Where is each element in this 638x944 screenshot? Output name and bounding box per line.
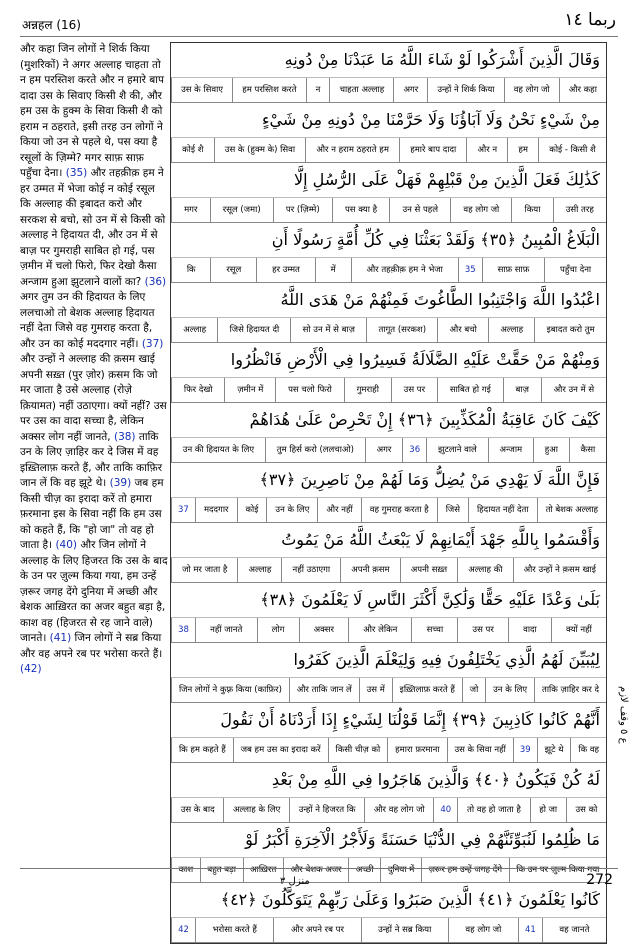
verse-number: (36) (144, 275, 167, 288)
gloss-cell: अगर (393, 78, 427, 102)
gloss-cell: तो वह हो जाता है (457, 798, 529, 822)
gloss-row (171, 378, 606, 403)
arabic-line: وَقَالَ الَّذِينَ أَشْرَكُوا لَوْ شَاءَ اللَّهُ مَا عَبَدْنَا مِنْ دُونِهِ (171, 43, 606, 78)
gloss-cell: बहुत बड़ा (200, 858, 243, 882)
page-header (0, 0, 638, 40)
gloss-cell: जो (462, 678, 485, 702)
gloss-cell: बाज़ (503, 378, 541, 402)
gloss-cell: और अपने रब पर (273, 918, 360, 942)
gloss-cell: उस के बाद (171, 798, 223, 822)
verse-number: 40 (433, 798, 457, 822)
verse-number: 39 (513, 738, 537, 762)
word-by-word-panel (170, 42, 607, 944)
arabic-line: مَا ظُلِمُوا لَنُبَوِّئَنَّهُمْ فِي الدُّنْيَا حَسَنَةً وَلَأَجْرُ الْآخِرَةِ أَكْبَرُ لَوْ (171, 823, 606, 858)
gloss-cell: चाहता अल्लाह (329, 78, 393, 102)
arabic-line: وَمِنْهُمْ مَنْ حَقَّتْ عَلَيْهِ الضَّلَالَةُ فَسِيرُوا فِي الْأَرْضِ فَانْظُرُوا (171, 343, 606, 378)
gloss-cell: और वह लोग जो (364, 798, 433, 822)
verse-number: 42 (171, 918, 195, 942)
juz-name-arabic: ربما ١٤ (564, 10, 616, 30)
gloss-cell: और उन में से (541, 378, 606, 402)
gloss-cell: न (306, 78, 330, 102)
verse-number: (35) (65, 167, 91, 179)
gloss-cell: रसूल (जमा) (210, 198, 273, 222)
gloss-cell: अल्लाह के लिए (223, 798, 289, 822)
verse-number: 41 (518, 918, 542, 942)
gloss-cell: मगर (171, 198, 210, 222)
gloss-cell: दुनिया में (380, 858, 421, 882)
gloss-cell: कैसा (569, 438, 606, 462)
arabic-line: أَنَّهُمْ كَانُوا كَاذِبِينَ ﴿٣٩﴾ إِنَّمَا قَوْلُنَا لِشَيْءٍ إِذَا أَرَدْنَاهُ أَنْ نَقُولَ (171, 703, 606, 738)
header-divider (20, 36, 618, 37)
verse-number: (37) (141, 337, 164, 350)
gloss-cell: कोई - किसी शै (538, 138, 606, 162)
gloss-cell: तुम हिर्स करो (ललचाओ) (265, 438, 365, 462)
gloss-cell: तागूत (सरकश) (366, 318, 437, 342)
footer-divider (20, 868, 618, 869)
arabic-line: كَيْفَ كَانَ عَاقِبَةُ الْمُكَذِّبِينَ ﴿٣٦﴾ إِنْ تَحْرِصْ عَلَىٰ هُدَاهُمْ (171, 403, 606, 438)
gloss-cell: और नहीं (317, 498, 360, 522)
gloss-cell: जिसे (437, 498, 468, 522)
gloss-row (171, 798, 606, 823)
gloss-cell: उस पर (391, 378, 437, 402)
translation-segment: और उन्हों ने अल्लाह की क़सम खाई अपनी सख़्त (पुर ज़ोर) क़सम कि जो मर जाता है उसे अल्लाह (रोज़े क़ियामत) नहीं उठाएगा। क्यों नहीं? उस पर उस का वादा सच्चा है, लेकिन अक्सर लोग नहीं जानते, (20, 353, 167, 443)
gloss-cell: ताकि ज़ाहिर कर दे (534, 678, 606, 702)
gloss-cell: रसूल (210, 258, 256, 282)
verse-number: 37 (171, 498, 195, 522)
gloss-cell: कि उन पर ज़ुल्म किया गया (509, 858, 606, 882)
gloss-cell: वह जानते (542, 918, 606, 942)
verse-number: (39) (109, 477, 135, 489)
gloss-cell: पस क्या है (332, 198, 389, 222)
gloss-cell: वह लोग जो (504, 78, 559, 102)
translation-segment: और कहा जिन लोगों ने शिर्क किया (मुशरिकों) ने अगर अल्लाह चाहता तो न हम परस्तिश करते और न हमारे बाप दादा उस के सिवाए किसी शै की, और हम उस के हुक्म के सिवा किसी शै को हराम न ठहराते, इसी तरह उन लोगों ने किया जो उन से पहले थे, पस क्या है रसूलों के ज़िम्मे? मगर साफ़ साफ़ पहुँचा देना। (20, 43, 164, 179)
gloss-cell: साफ़ साफ़ (482, 258, 544, 282)
gloss-cell: झूटे थे (537, 738, 571, 762)
gloss-cell: गुमराही (344, 378, 391, 402)
gloss-cell: इख़्तिलाफ़ करते हैं (392, 678, 462, 702)
gloss-cell: उन के लिए (266, 498, 317, 522)
gloss-cell: और उन्हों ने क़सम खाई (513, 558, 606, 582)
gloss-cell: ज़मीन में (224, 378, 275, 402)
gloss-cell: अक्सर (299, 618, 349, 642)
gloss-row (171, 618, 606, 643)
gloss-cell: उन के लिए (485, 678, 534, 702)
gloss-row (171, 558, 606, 583)
gloss-cell: किसी चीज़ को (328, 738, 388, 762)
gloss-cell: कि (171, 258, 210, 282)
gloss-row (171, 258, 606, 283)
gloss-cell: उन्हों ने शिर्क किया (427, 78, 503, 102)
gloss-cell: जो मर जाता है (171, 558, 237, 582)
gloss-cell: अल्लाह की (457, 558, 512, 582)
gloss-cell: उस को (566, 798, 606, 822)
gloss-cell: अगर (365, 438, 402, 462)
gloss-cell: हो जा (530, 798, 566, 822)
gloss-cell: वह गुमराह करता है (361, 498, 437, 522)
gloss-row (171, 738, 606, 763)
gloss-cell: और ताकि जान लें (289, 678, 359, 702)
gloss-cell: लोग (257, 618, 299, 642)
gloss-cell: ज़रूर हम उन्हें जगह देंगे (421, 858, 509, 882)
gloss-row (171, 318, 606, 343)
gloss-row (171, 198, 606, 223)
gloss-cell: सच्चा (411, 618, 457, 642)
gloss-cell: कोई (237, 498, 267, 522)
gloss-cell: हिदायत नहीं देता (468, 498, 537, 522)
gloss-cell: और बेशक अजर (283, 858, 348, 882)
translation-segment: ताकि उन के लिए ज़ाहिर कर दे जिस में वह इख़्तिलाफ़ करते हैं, और ताकि काफ़िर जान लें कि वह झूटे थे। (20, 430, 163, 489)
gloss-cell: और बचो (437, 318, 488, 342)
verse-number: 36 (402, 438, 426, 462)
gloss-cell: और न (466, 138, 507, 162)
gloss-cell: हम परस्तिश करते (232, 78, 305, 102)
translation-segment: अगर तुम उन की हिदायत के लिए ललचाओ तो बेशक अल्लाह हिदायत नहीं देता जिसे वह गुमराह करता है, और उन का कोई मददगार नहीं। (20, 291, 155, 350)
gloss-cell: उस के (हुक्म के) सिवा (214, 138, 306, 162)
gloss-cell: अन्जाम (488, 438, 533, 462)
gloss-row (171, 918, 606, 943)
gloss-cell: इबादत करो तुम (534, 318, 606, 342)
gloss-cell: उसी तरह (553, 198, 606, 222)
verse-number: (42) (20, 663, 42, 675)
gloss-cell: काश (171, 858, 200, 882)
gloss-cell: क्यों नहीं (551, 618, 606, 642)
gloss-cell: किया (511, 198, 552, 222)
gloss-cell: अल्लाह (237, 558, 281, 582)
translation-column (20, 42, 168, 678)
verse-number: (41) (49, 632, 75, 644)
arabic-line: كَانُوا يَعْلَمُونَ ﴿٤١﴾ الَّذِينَ صَبَرُوا وَعَلَىٰ رَبِّهِمْ يَتَوَكَّلُونَ ﴿٤٢﴾ (171, 883, 606, 918)
arabic-line: كَذَٰلِكَ فَعَلَ الَّذِينَ مِنْ قَبْلِهِمْ فَهَلْ عَلَى الرُّسُلِ إِلَّا (171, 163, 606, 198)
gloss-cell: नहीं जानते (195, 618, 256, 642)
gloss-cell: कि हम कहते हैं (171, 738, 233, 762)
gloss-cell: अल्लाह (488, 318, 534, 342)
arabic-line: وَأَقْسَمُوا بِاللَّهِ جَهْدَ أَيْمَانِهِمْ لَا يَبْعَثُ اللَّهُ مَنْ يَمُوتُ (171, 523, 606, 558)
gloss-cell: अच्छी (348, 858, 380, 882)
gloss-cell: उन्हों ने हिजरत कि (289, 798, 364, 822)
arabic-line: لَهُ كُنْ فَيَكُونُ ﴿٤٠﴾ وَالَّذِينَ هَاجَرُوا فِي اللَّهِ مِنْ بَعْدِ (171, 763, 606, 798)
ruku-marker: ع ٥ وقف لازم (618, 686, 629, 744)
arabic-line: الْبَلَاغُ الْمُبِينُ ﴿٣٥﴾ وَلَقَدْ بَعَثْنَا فِي كُلِّ أُمَّةٍ رَسُولًا أَنِ (171, 223, 606, 258)
gloss-cell: झुटलाने वाले (426, 438, 487, 462)
gloss-cell: कोई शै (171, 138, 214, 162)
translation-segment: जिन लोगों ने सब्र किया और वह अपने रब पर भरोसा करते हैं। (20, 632, 163, 660)
surah-name-hindi: अन्नहल (16) (22, 18, 81, 32)
verse-number: (40) (55, 539, 81, 551)
gloss-cell: और तहक़ीक़ हम ने भेजा (351, 258, 458, 282)
gloss-row (171, 678, 606, 703)
gloss-cell: उस में (359, 678, 392, 702)
arabic-line: فَإِنَّ اللَّهَ لَا يَهْدِي مَنْ يُضِلُّ وَمَا لَهُمْ مِنْ نَاصِرِينَ ﴿٣٧﴾ (171, 463, 606, 498)
gloss-cell: जिसे हिदायत दी (217, 318, 290, 342)
gloss-cell: उस के सिवा नहीं (447, 738, 513, 762)
gloss-cell: जिन लोगों ने कुफ़्र किया (काफ़िर) (171, 678, 289, 702)
gloss-cell: मददगार (195, 498, 237, 522)
gloss-cell: भरोसा करते हैं (195, 918, 273, 942)
page-footer (0, 868, 638, 903)
gloss-cell: पस चलो फिरो (275, 378, 344, 402)
gloss-row (171, 438, 606, 463)
gloss-cell: वादा (508, 618, 551, 642)
gloss-row (171, 78, 606, 103)
gloss-cell: और लेकिन (348, 618, 411, 642)
gloss-row (171, 138, 606, 163)
arabic-line: بَلَىٰ وَعْدًا عَلَيْهِ حَقًّا وَلَٰكِنَّ أَكْثَرَ النَّاسِ لَا يَعْلَمُونَ ﴿٣٨﴾ (171, 583, 606, 618)
gloss-cell: हमारे बाप दादा (399, 138, 466, 162)
gloss-cell: हमारा फ़रमाना (387, 738, 446, 762)
gloss-cell: हुआ (533, 438, 569, 462)
gloss-cell: वह लोग जो (448, 918, 518, 942)
gloss-cell: उस पर (457, 618, 508, 642)
translation-segment: और तहक़ीक़ हम ने हर उम्मत में भेजा कोई न कोई रसूल कि अल्लाह की इबादत करो और सरकश से बचो, सो उन में से किसी को अल्लाह ने हिदायत दी, और उन में से बाज़ पर गुमराही साबित हो गई, पस ज़मीन में चलो फिरो, फिर देखो कैसा अन्जाम हुआ झुटलाने वालों का? (20, 167, 166, 288)
gloss-cell: उन से पहले (389, 198, 450, 222)
translation-text (20, 42, 168, 678)
gloss-cell: अल्लाह (171, 318, 217, 342)
gloss-cell: पहुँचा देना (544, 258, 606, 282)
gloss-cell: अपनी क़सम (340, 558, 399, 582)
gloss-cell: तो बेशक अल्लाह (537, 498, 606, 522)
gloss-cell: आख़िरत (243, 858, 283, 882)
page-number: 272 (586, 872, 613, 888)
gloss-cell: हर उम्मत (256, 258, 315, 282)
gloss-cell: नहीं उठाएगा (281, 558, 340, 582)
gloss-cell: सो उन में से बाज़ (290, 318, 366, 342)
gloss-cell: और न हराम ठहराते हम (305, 138, 399, 162)
verse-number: 35 (458, 258, 482, 282)
verse-number: 38 (171, 618, 195, 642)
gloss-cell: उन्हों ने सब्र किया (361, 918, 448, 942)
gloss-cell: उन की हिदायत के लिए (171, 438, 265, 462)
translation-segment: जब हम किसी चीज़ का इरादा करें तो हमारा फ़रमाना इस के सिवा नहीं कि हम उस को कहते हैं, कि "हो जा" तो वह हो जाता है। (20, 477, 164, 551)
gloss-cell: जब हम उस का इरादा करें (233, 738, 328, 762)
gloss-cell: उस के सिवाए (171, 78, 232, 102)
gloss-cell: पर (ज़िम्मे) (273, 198, 332, 222)
gloss-cell: हम (507, 138, 538, 162)
manzil-label: منزل ٣ (280, 876, 310, 887)
gloss-row (171, 498, 606, 523)
arabic-line: اعْبُدُوا اللَّهَ وَاجْتَنِبُوا الطَّاغُوتَ فَمِنْهُمْ مَنْ هَدَى اللَّهُ (171, 283, 606, 318)
gloss-cell: में (315, 258, 351, 282)
gloss-cell: साबित हो गई (437, 378, 503, 402)
gloss-cell: फिर देखो (171, 378, 224, 402)
translation-segment: और जिन लोगों ने अल्लाह के लिए हिजरत कि उस के बाद के उन पर ज़ुल्म किया गया, हम उन्हें ज़रूर जगह देंगे दुनिया में अच्छी और बेशक आख़िरत का अजर बहुत बड़ा है, काश वह (हिजरत से रह जाने वाले) जानते। (20, 539, 168, 644)
arabic-line: مِنْ شَيْءٍ نَحْنُ وَلَا آبَاؤُنَا وَلَا حَرَّمْنَا مِنْ دُونِهِ مِنْ شَيْءٍ (171, 103, 606, 138)
gloss-cell: अपनी सख़्त (400, 558, 457, 582)
gloss-cell: और कहा (559, 78, 606, 102)
gloss-cell: कि वह (570, 738, 606, 762)
gloss-cell: वह लोग जो (450, 198, 511, 222)
arabic-line: لِيُبَيِّنَ لَهُمُ الَّذِي يَخْتَلِفُونَ فِيهِ وَلِيَعْلَمَ الَّذِينَ كَفَرُوا (171, 643, 606, 678)
verse-number: (38) (113, 430, 139, 443)
